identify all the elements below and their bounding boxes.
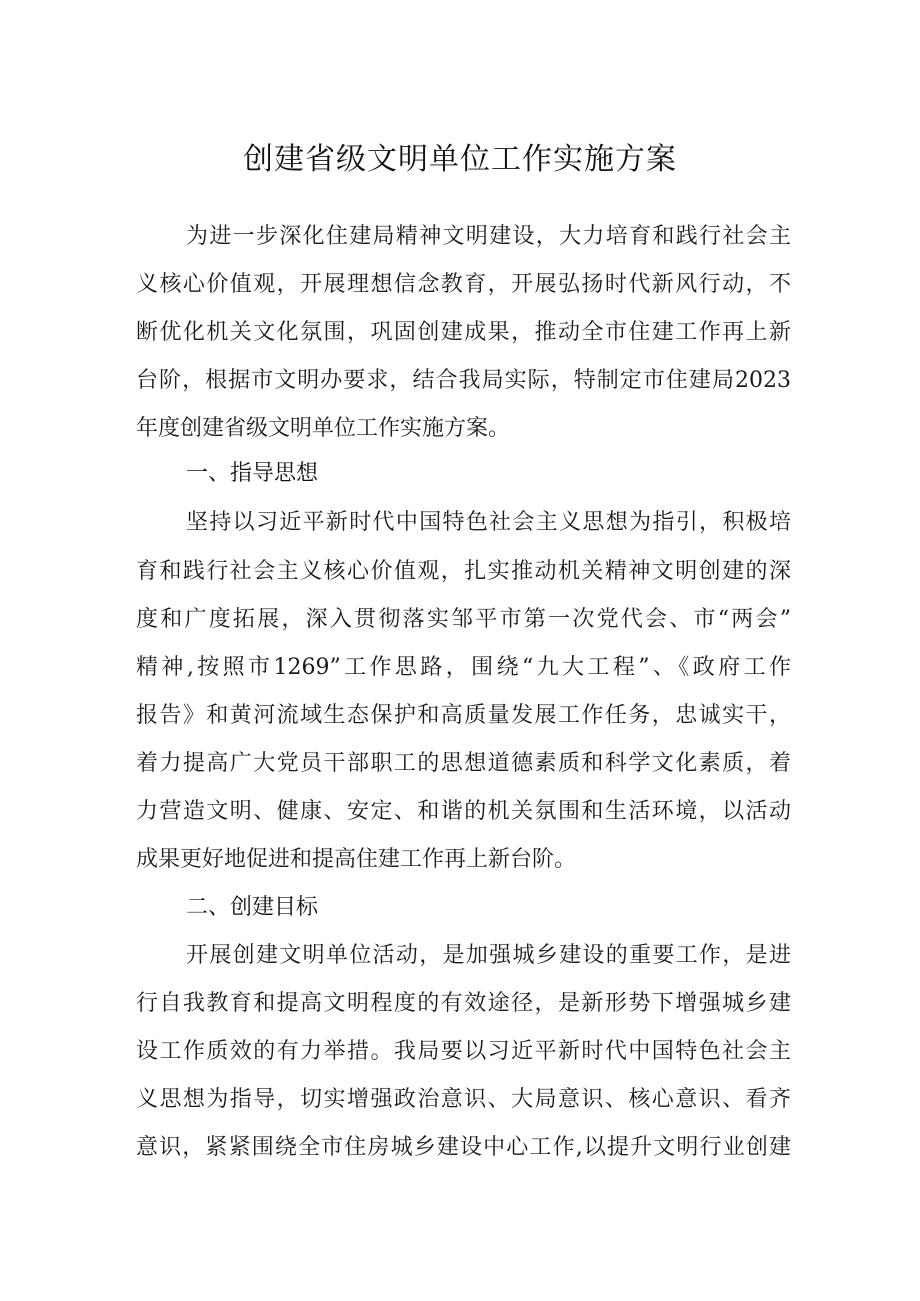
intro-line: 义核心价值观，开展理想信念教育，开展弘扬时代新风行动，不 — [136, 272, 791, 297]
section2-line: 行自我教育和提高文明程度的有效途径，是新形势下增强城乡建 — [136, 991, 791, 1016]
section2-line: 设工作质效的有力举措。我局要以习近平新时代中国特色社会主 — [136, 1039, 791, 1064]
section1-line: 成果更好地促进和提高住建工作再上新台阶。 — [136, 847, 577, 872]
section1-line: 育和践行社会主义核心价值观，扎实推动机关精神文明创建的深 — [136, 559, 791, 584]
section2-line: 义思想为指导，切实增强政治意识、大局意识、核心意识、看齐 — [136, 1087, 791, 1112]
intro-line: 断优化机关文化氛围，巩固创建成果，推动全市住建工作再上新 — [136, 320, 791, 345]
section1-line: 度和广度拓展，深入贯彻落实邹平市第一次党代会、市“两会” — [136, 607, 791, 632]
intro-line: 年度创建省级文明单位工作实施方案。 — [136, 416, 511, 441]
intro-line: 为进一步深化住建局精神文明建设，大力培育和践行社会主 — [186, 224, 791, 249]
section-heading-creation-goals: 二、创建目标 — [186, 895, 319, 920]
section1-line: 坚持以习近平新时代中国特色社会主义思想为指引，积极培 — [186, 510, 791, 535]
document-title: 创建省级文明单位工作实施方案 — [243, 142, 677, 177]
section1-line: 报告》和黄河流域生态保护和高质量发展工作任务，忠诚实干， — [136, 703, 791, 728]
intro-line: 台阶，根据市文明办要求，结合我局实际，特制定市住建局2023 — [136, 368, 791, 393]
section2-line: 意识，紧紧围绕全市住房城乡建设中心工作,以提升文明行业创建 — [136, 1135, 791, 1160]
section1-line: 力营造文明、健康、安定、和谐的机关氛围和生活环境，以活动 — [136, 799, 791, 824]
section1-line: 精神,按照市1269”工作思路，围绕“九大工程”、《政府工作 — [136, 655, 791, 680]
section2-line: 开展创建文明单位活动，是加强城乡建设的重要工作，是进 — [186, 943, 791, 968]
section1-line: 着力提高广大党员干部职工的思想道德素质和科学文化素质，着 — [136, 751, 791, 776]
section-heading-guiding-ideology: 一、指导思想 — [186, 461, 319, 486]
